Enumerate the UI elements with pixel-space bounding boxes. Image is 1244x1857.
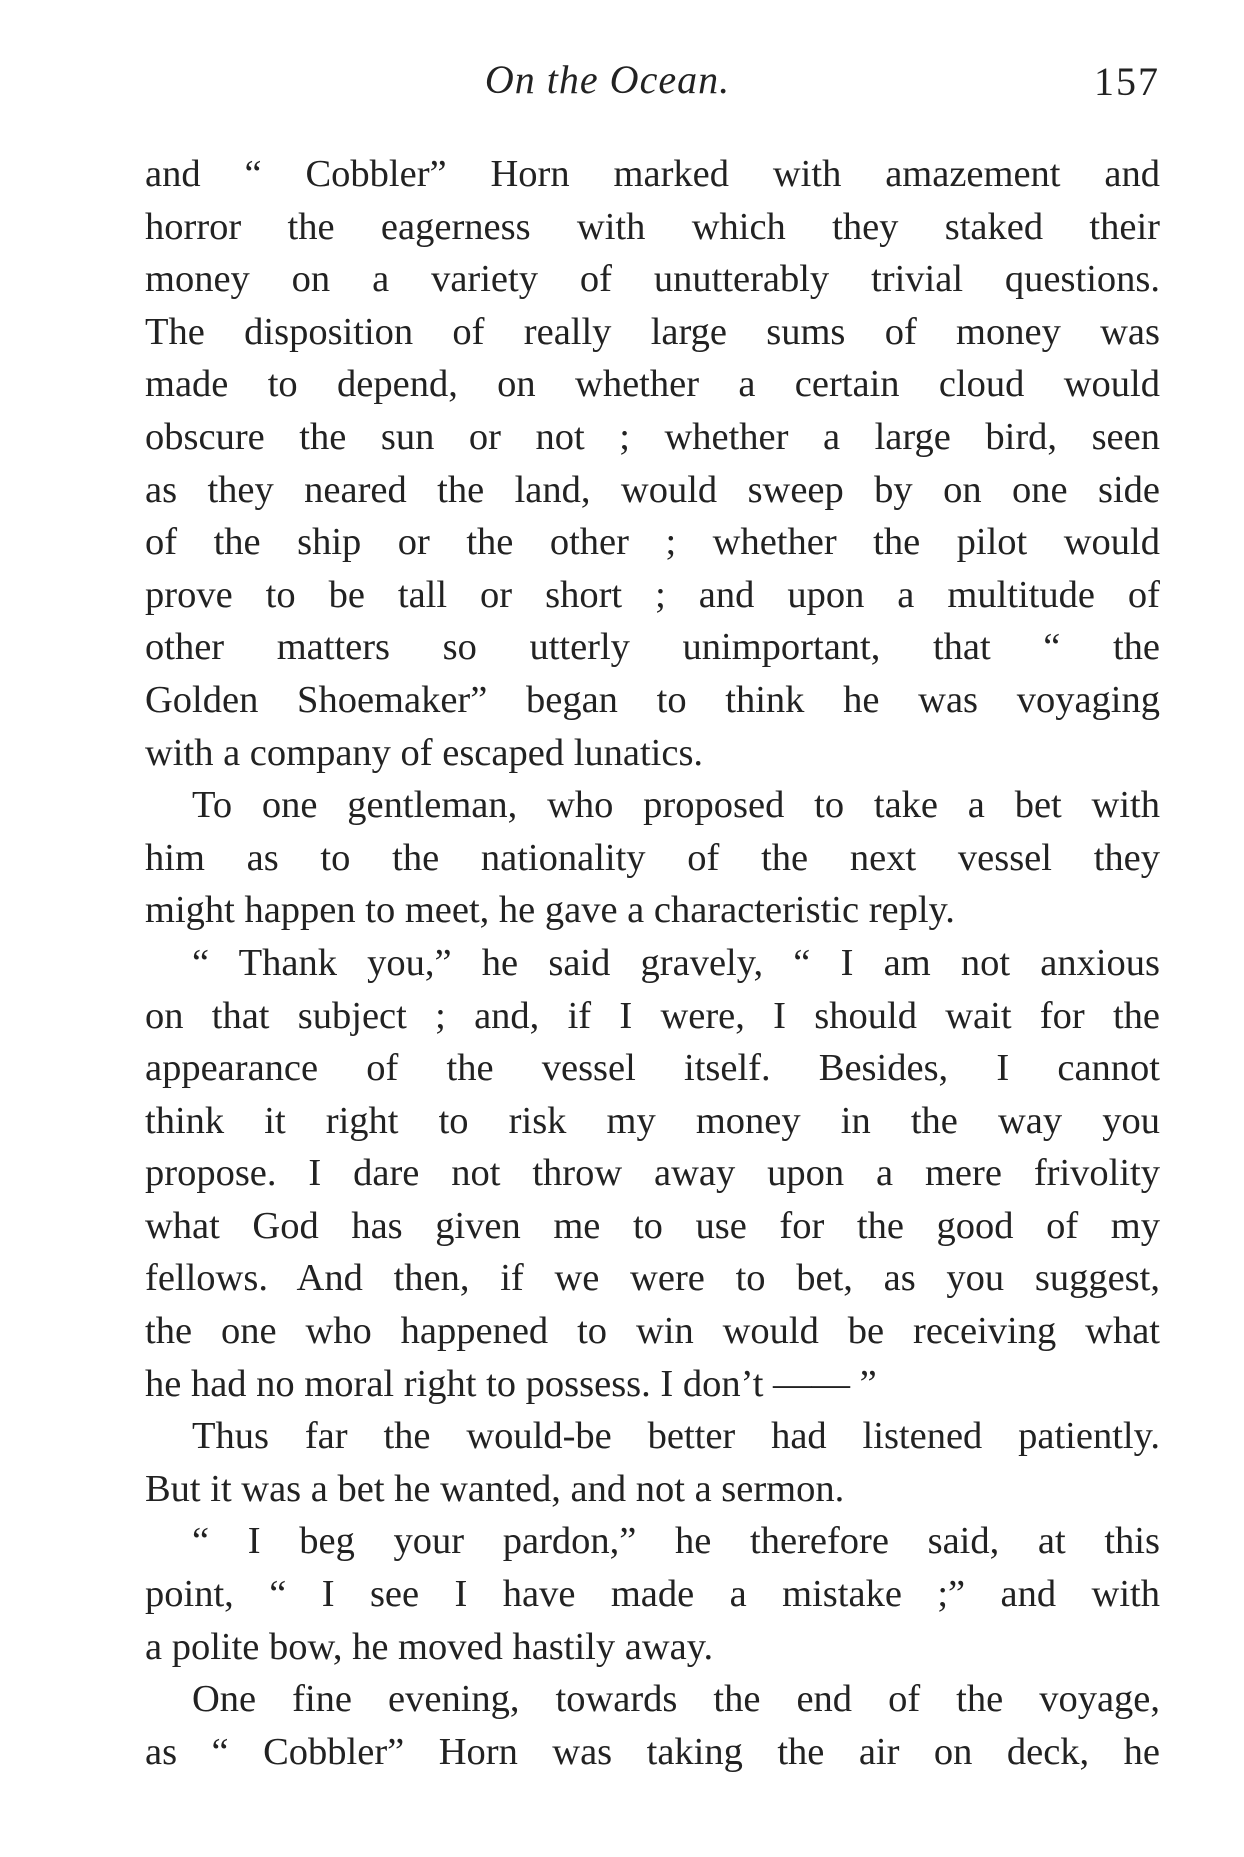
text-line: appearance of the vessel itself. Besides, I cannot <box>145 1047 1160 1090</box>
running-title: On the Ocean. <box>484 57 731 102</box>
text-line: the one who happened to win would be receiving what <box>145 1310 1160 1353</box>
text-line: and “ Cobbler” Horn marked with amazement and <box>145 153 1160 195</box>
running-head <box>140 52 1160 112</box>
text-line: point, “ I see I have made a mistake ;” and with <box>145 1573 1160 1616</box>
text-line: propose. I dare not throw away upon a mere frivolity <box>145 1152 1160 1195</box>
text-line: Golden Shoemaker” began to think he was voyaging <box>145 678 1160 721</box>
paragraph-1 <box>145 148 1160 779</box>
text-line: The disposition of really large sums of money was <box>145 310 1160 353</box>
text-line: he had no moral right to possess. I don’t —— ” <box>145 1362 877 1405</box>
text-line: might happen to meet, he gave a characteristic reply. <box>145 889 955 932</box>
text-line: other matters so utterly unimportant, that “ the <box>145 626 1160 669</box>
body-text <box>145 148 1160 1778</box>
text-line: a polite bow, he moved hastily away. <box>145 1625 714 1668</box>
text-line: “ I beg your pardon,” he therefore said, at this <box>192 1520 1160 1563</box>
page-number: 157 <box>1094 59 1160 104</box>
text-line: prove to be tall or short ; and upon a multitude of <box>145 573 1160 616</box>
paragraph-3 <box>145 937 1160 1410</box>
text-line: obscure the sun or not ; whether a large bird, seen <box>145 415 1160 458</box>
text-line: as “ Cobbler” Horn was taking the air on deck, he <box>145 1730 1160 1773</box>
text-line: of the ship or the other ; whether the pilot would <box>145 521 1160 564</box>
text-line: as they neared the land, would sweep by on one side <box>145 468 1160 511</box>
text-line: Thus far the would-be better had listened patiently. <box>192 1415 1160 1458</box>
text-line: One fine evening, towards the end of the voyage, <box>192 1678 1160 1721</box>
text-line: “ Thank you,” he said gravely, “ I am not anxious <box>192 941 1160 984</box>
paragraph-2 <box>145 779 1160 937</box>
text-line: him as to the nationality of the next vessel they <box>145 836 1160 879</box>
text-line: To one gentleman, who proposed to take a bet with <box>192 784 1160 827</box>
paragraph-5 <box>145 1515 1160 1673</box>
text-line: But it was a bet he wanted, and not a sermon. <box>145 1467 845 1510</box>
paragraph-6 <box>145 1673 1160 1778</box>
text-line: horror the eagerness with which they staked their <box>145 205 1160 248</box>
text-line: money on a variety of unutterably trivial questions. <box>145 258 1160 301</box>
paragraph-4 <box>145 1410 1160 1515</box>
text-line: on that subject ; and, if I were, I should wait for the <box>145 994 1160 1037</box>
text-line: what God has given me to use for the good of my <box>145 1204 1160 1247</box>
text-line: made to depend, on whether a certain cloud would <box>145 363 1160 406</box>
text-line: with a company of escaped lunatics. <box>145 731 704 774</box>
text-line: think it right to risk my money in the way you <box>145 1099 1160 1142</box>
text-line: fellows. And then, if we were to bet, as you suggest, <box>145 1257 1160 1300</box>
